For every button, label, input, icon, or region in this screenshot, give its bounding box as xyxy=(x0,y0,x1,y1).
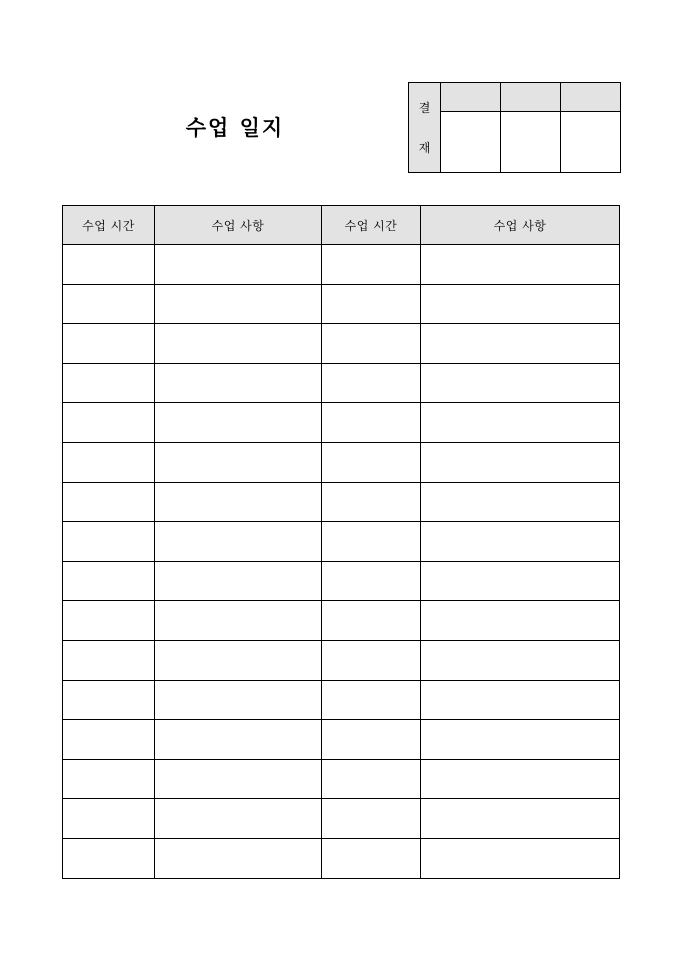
table-row xyxy=(63,324,620,364)
approval-title-cell-2[interactable] xyxy=(501,83,561,112)
class-time-cell[interactable] xyxy=(63,284,155,324)
class-notes-cell[interactable] xyxy=(421,324,620,364)
class-time-cell[interactable] xyxy=(322,838,421,878)
class-time-cell[interactable] xyxy=(322,799,421,839)
class-time-cell[interactable] xyxy=(63,759,155,799)
class-time-cell[interactable] xyxy=(63,720,155,760)
approval-label xyxy=(409,83,441,173)
table-row xyxy=(63,245,620,285)
class-notes-cell[interactable] xyxy=(155,799,322,839)
class-notes-cell[interactable] xyxy=(155,403,322,443)
approval-sign-cell-2[interactable] xyxy=(501,112,561,173)
class-notes-cell[interactable] xyxy=(155,680,322,720)
class-notes-cell[interactable] xyxy=(421,640,620,680)
class-notes-cell[interactable] xyxy=(155,324,322,364)
class-notes-cell[interactable] xyxy=(421,680,620,720)
table-body xyxy=(63,245,620,879)
class-time-cell[interactable] xyxy=(322,720,421,760)
class-notes-cell[interactable] xyxy=(421,799,620,839)
class-time-cell[interactable] xyxy=(63,442,155,482)
class-time-cell[interactable] xyxy=(322,363,421,403)
class-log-table xyxy=(62,205,620,879)
header-class-time-1: 수업 시간 xyxy=(63,206,155,245)
class-time-cell[interactable] xyxy=(63,363,155,403)
page-title: 수업 일지 xyxy=(185,115,285,140)
class-notes-cell[interactable] xyxy=(421,363,620,403)
class-notes-cell[interactable] xyxy=(421,601,620,641)
table-row xyxy=(63,522,620,562)
class-time-cell[interactable] xyxy=(63,640,155,680)
class-time-cell[interactable] xyxy=(63,324,155,364)
header-class-notes-1: 수업 사항 xyxy=(155,206,322,245)
header-class-time-2: 수업 시간 xyxy=(322,206,421,245)
table-row xyxy=(63,838,620,878)
class-notes-cell[interactable] xyxy=(421,838,620,878)
table-header-row xyxy=(63,206,620,245)
approval-sign-cell-1[interactable] xyxy=(441,112,501,173)
class-notes-cell[interactable] xyxy=(421,522,620,562)
class-time-cell[interactable] xyxy=(322,640,421,680)
class-time-cell[interactable] xyxy=(63,522,155,562)
approval-title-cell-3[interactable] xyxy=(561,83,621,112)
class-time-cell[interactable] xyxy=(322,522,421,562)
class-notes-cell[interactable] xyxy=(155,482,322,522)
class-notes-cell[interactable] xyxy=(155,601,322,641)
class-notes-cell[interactable] xyxy=(155,561,322,601)
class-time-cell[interactable] xyxy=(63,482,155,522)
approval-box xyxy=(408,82,621,173)
table-row xyxy=(63,482,620,522)
table-row xyxy=(63,720,620,760)
class-notes-cell[interactable] xyxy=(155,442,322,482)
approval-title-cell-1[interactable] xyxy=(441,83,501,112)
class-notes-cell[interactable] xyxy=(421,403,620,443)
class-time-cell[interactable] xyxy=(322,601,421,641)
table-row xyxy=(63,601,620,641)
class-time-cell[interactable] xyxy=(63,403,155,443)
table-row xyxy=(63,680,620,720)
class-time-cell[interactable] xyxy=(63,245,155,285)
approval-label-bottom: 재 xyxy=(418,140,431,155)
class-time-cell[interactable] xyxy=(322,284,421,324)
class-time-cell[interactable] xyxy=(322,324,421,364)
class-time-cell[interactable] xyxy=(322,680,421,720)
approval-sign-cell-3[interactable] xyxy=(561,112,621,173)
class-time-cell[interactable] xyxy=(322,759,421,799)
class-time-cell[interactable] xyxy=(322,442,421,482)
class-time-cell[interactable] xyxy=(63,680,155,720)
class-time-cell[interactable] xyxy=(63,838,155,878)
class-notes-cell[interactable] xyxy=(155,759,322,799)
table-row xyxy=(63,759,620,799)
class-notes-cell[interactable] xyxy=(155,640,322,680)
table-row xyxy=(63,363,620,403)
class-notes-cell[interactable] xyxy=(155,522,322,562)
class-time-cell[interactable] xyxy=(322,245,421,285)
class-notes-cell[interactable] xyxy=(421,482,620,522)
class-notes-cell[interactable] xyxy=(421,759,620,799)
class-time-cell[interactable] xyxy=(322,561,421,601)
table-row xyxy=(63,799,620,839)
class-notes-cell[interactable] xyxy=(155,838,322,878)
class-time-cell[interactable] xyxy=(63,561,155,601)
class-time-cell[interactable] xyxy=(322,403,421,443)
class-time-cell[interactable] xyxy=(63,601,155,641)
class-notes-cell[interactable] xyxy=(155,245,322,285)
class-notes-cell[interactable] xyxy=(155,284,322,324)
table-row xyxy=(63,561,620,601)
table-row xyxy=(63,442,620,482)
approval-label-top: 결 xyxy=(418,100,431,115)
table-row xyxy=(63,284,620,324)
class-notes-cell[interactable] xyxy=(421,442,620,482)
class-notes-cell[interactable] xyxy=(421,245,620,285)
class-notes-cell[interactable] xyxy=(421,284,620,324)
table-row xyxy=(63,640,620,680)
class-notes-cell[interactable] xyxy=(155,720,322,760)
class-time-cell[interactable] xyxy=(63,799,155,839)
class-notes-cell[interactable] xyxy=(421,561,620,601)
class-notes-cell[interactable] xyxy=(155,363,322,403)
header-class-notes-2: 수업 사항 xyxy=(421,206,620,245)
table-row xyxy=(63,403,620,443)
class-notes-cell[interactable] xyxy=(421,720,620,760)
class-time-cell[interactable] xyxy=(322,482,421,522)
